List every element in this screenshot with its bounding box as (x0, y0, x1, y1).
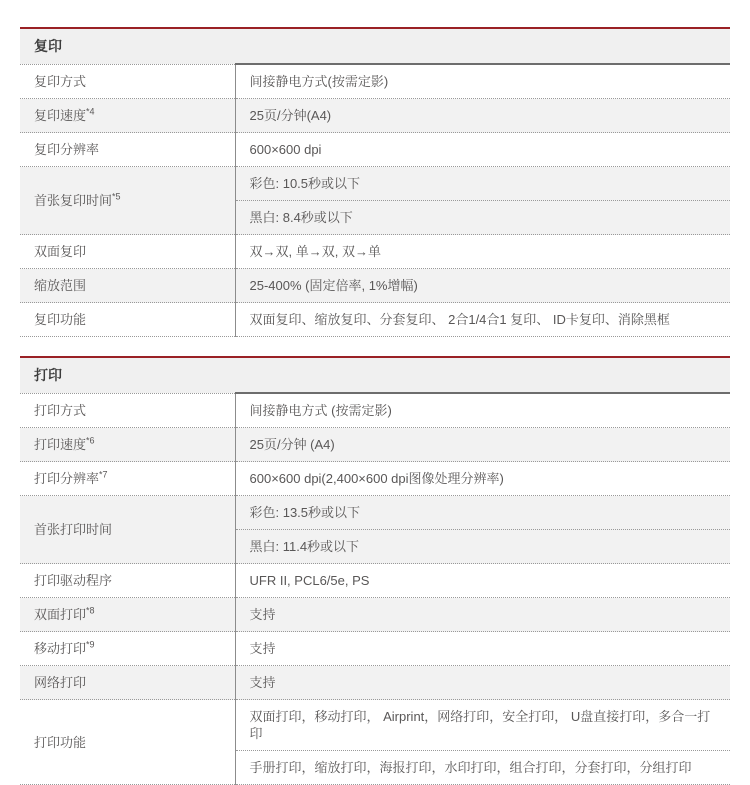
copy-table-title: 复印 (20, 28, 730, 64)
spec-value-cell: 双面打印，移动打印， Airprint，网络打印，安全打印， U盘直接打印，多合一打印 (235, 700, 730, 751)
spec-value-cell: 25页/分钟 (A4) (235, 428, 730, 462)
spec-value-cell: 黑白: 11.4秒或以下 (235, 530, 730, 564)
spec-label: 双面复印 (34, 244, 87, 259)
spec-label: 缩放范围 (34, 278, 87, 293)
table-row (20, 133, 730, 167)
spec-label-cell (20, 564, 235, 598)
spec-label-cell (20, 428, 235, 462)
spec-value-cell: 25-400% (固定倍率, 1%增幅) (235, 269, 730, 303)
spec-label-cell (20, 598, 235, 632)
spec-label: 移动打印 (34, 641, 87, 656)
table-row (20, 428, 730, 462)
spec-value-cell: 600×600 dpi(2,400×600 dpi图像处理分辨率) (235, 462, 730, 496)
spec-label-cell (20, 462, 235, 496)
spec-label-cell (20, 133, 235, 167)
spec-label: 复印方式 (34, 73, 87, 89)
spec-label-cell (20, 393, 235, 428)
spec-label: 双面打印 (34, 607, 87, 622)
spec-label: 打印方式 (34, 402, 87, 418)
spec-value-cell: 彩色: 13.5秒或以下 (235, 496, 730, 530)
table-row (20, 99, 730, 133)
spec-label-cell (20, 235, 235, 269)
print-table-header-row (20, 357, 730, 393)
spec-label-cell (20, 303, 235, 337)
print-table-title: 打印 (20, 357, 730, 393)
spec-label-cell (20, 700, 235, 785)
spec-value-cell: 间接静电方式(按需定影) (235, 64, 730, 99)
footnote-marker: *7 (99, 469, 108, 480)
footnote-marker: *8 (86, 605, 95, 616)
spec-label-cell (20, 167, 235, 235)
spec-value-cell: 手册打印，缩放打印，海报打印，水印打印，组合打印，分套打印，分组打印 (235, 751, 730, 785)
copy-table-header-row (20, 28, 730, 64)
spec-label: 首张打印时间 (34, 522, 113, 537)
spec-value-cell: 600×600 dpi (235, 133, 730, 167)
spec-label: 复印分辨率 (34, 142, 100, 157)
spec-label: 网络打印 (34, 675, 87, 690)
spec-label-cell (20, 99, 235, 133)
spec-value-cell: 双面复印、缩放复印、分套复印、 2合1/4合1 复印、 ID卡复印、消除黑框 (235, 303, 730, 337)
spec-label-cell (20, 64, 235, 99)
table-row (20, 496, 730, 530)
spec-label: 打印功能 (34, 734, 87, 750)
table-row (20, 167, 730, 201)
table-row (20, 303, 730, 337)
table-row (20, 598, 730, 632)
spec-value-cell: 双→双, 单→双, 双→单 (235, 235, 730, 269)
table-row (20, 462, 730, 496)
spec-label-cell (20, 269, 235, 303)
spec-label: 打印速度 (34, 437, 87, 452)
table-row (20, 235, 730, 269)
footnote-marker: *9 (86, 639, 95, 650)
spec-label: 复印功能 (34, 312, 87, 327)
spec-label-cell (20, 666, 235, 700)
print-spec-table (20, 356, 730, 785)
spec-label: 首张复印时间 (34, 193, 113, 208)
table-row (20, 269, 730, 303)
table-row (20, 393, 730, 428)
footnote-marker: *5 (112, 191, 121, 202)
table-row (20, 700, 730, 751)
footnote-marker: *6 (86, 435, 95, 446)
spec-label-cell (20, 496, 235, 564)
footnote-marker: *4 (86, 106, 95, 117)
table-row (20, 64, 730, 99)
spec-value-cell: UFR II, PCL6/5e, PS (235, 564, 730, 598)
spec-value-cell: 彩色: 10.5秒或以下 (235, 167, 730, 201)
spec-value-cell: 支持 (235, 598, 730, 632)
table-row (20, 632, 730, 666)
spec-value-cell: 支持 (235, 632, 730, 666)
spec-label: 打印驱动程序 (34, 573, 113, 588)
table-row (20, 666, 730, 700)
spec-label-cell (20, 632, 235, 666)
copy-spec-table (20, 27, 730, 337)
spec-value-cell: 25页/分钟(A4) (235, 99, 730, 133)
spec-label: 打印分辨率 (34, 471, 100, 486)
spec-value-cell: 黑白: 8.4秒或以下 (235, 201, 730, 235)
spec-label: 复印速度 (34, 108, 87, 123)
table-row (20, 564, 730, 598)
spec-value-cell: 支持 (235, 666, 730, 700)
spec-value-cell: 间接静电方式 (按需定影) (235, 393, 730, 428)
